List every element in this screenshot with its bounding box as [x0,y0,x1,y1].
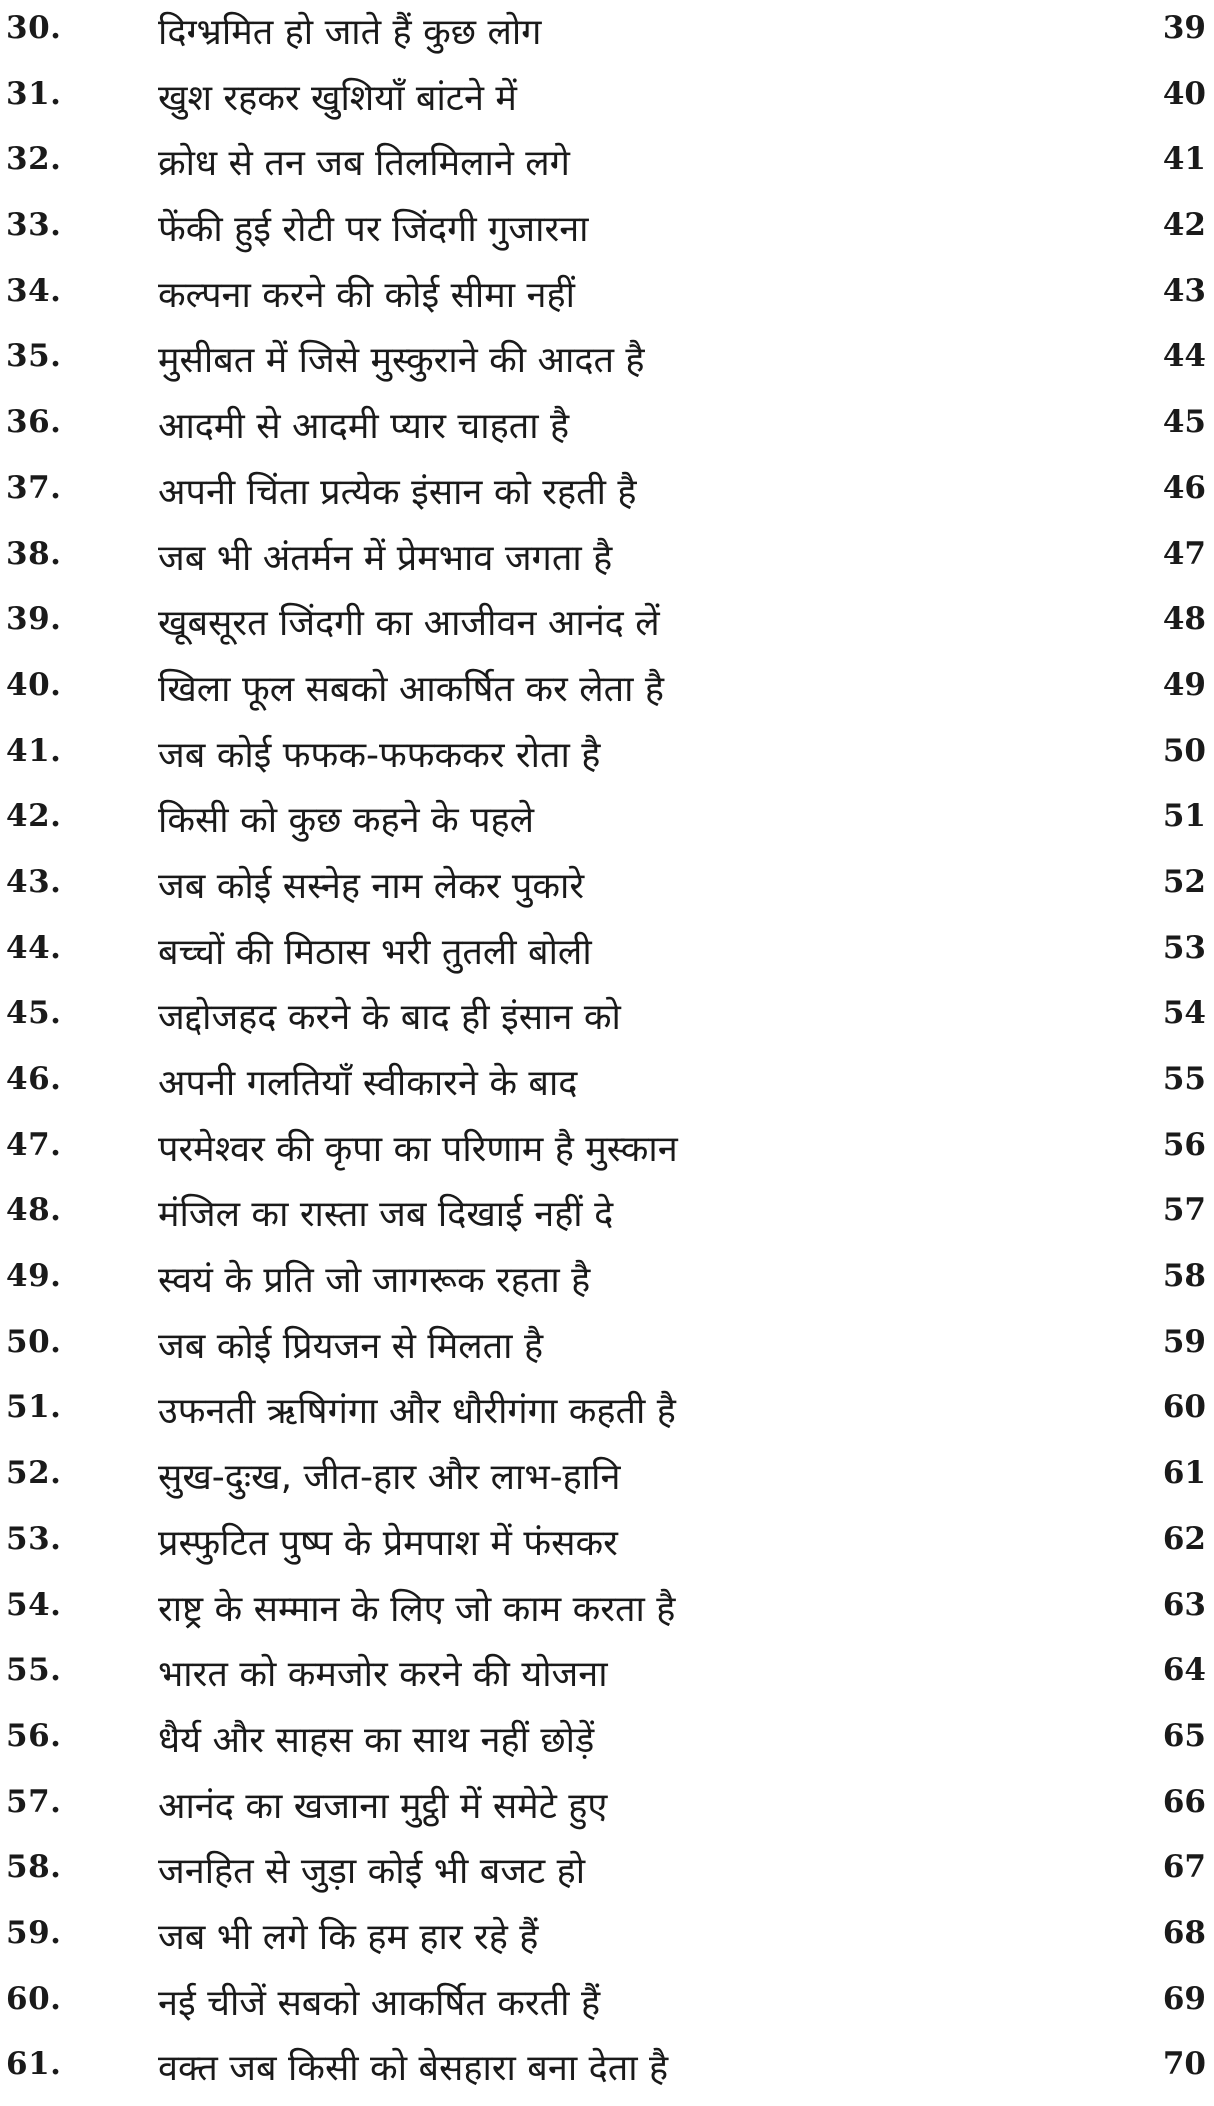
entry-page-number: 47 [1162,535,1206,572]
entry-number: 55. [6,1652,62,1689]
toc-entry [0,332,1214,398]
toc-entry [0,1909,1214,1975]
toc-entry [0,135,1214,201]
entry-page-number: 62 [1162,1520,1206,1557]
entry-number: 46. [6,1061,62,1097]
toc-entry [0,70,1214,136]
entry-number: 33. [6,207,62,244]
toc-entry [0,2040,1214,2106]
toc-entry [0,4,1214,70]
entry-number: 50. [6,1323,62,1360]
toc-entry [0,792,1214,858]
entry-title: मंजिल का रास्ता जब दिखाई नहीं दे [158,1194,614,1236]
toc-entry [0,1975,1214,2041]
entry-page-number: 43 [1162,272,1206,309]
entry-page-number: 61 [1162,1455,1206,1492]
entry-page-number: 56 [1162,1126,1206,1163]
entry-title: क्रोध से तन जब तिलमिलाने लगे [158,143,570,185]
entry-page-number: 70 [1162,2046,1206,2083]
entry-number: 51. [6,1389,62,1426]
toc-entry [0,1318,1214,1384]
toc-entry [0,464,1214,530]
entry-number: 57. [6,1783,62,1820]
entry-number: 53. [6,1520,62,1557]
entry-title: खूबसूरत जिंदगी का आजीवन आनंद लें [158,603,660,645]
entry-number: 42. [6,798,62,835]
entry-title: जब कोई सस्नेह नाम लेकर पुकारे [158,865,585,907]
entry-title: अपनी गलतियाँ स्वीकारने के बाद [158,1063,578,1104]
entry-title: मुसीबत में जिसे मुस्कुराने की आदत है [158,340,645,382]
entry-title: दिग्भ्रमित हो जाते हैं कुछ लोग [158,12,542,53]
entry-page-number: 68 [1162,1914,1206,1951]
entry-title: जब भी लगे कि हम हार रहे हैं [158,1916,539,1958]
entry-number: 54. [6,1586,62,1623]
entry-title: खुश रहकर खुशियाँ बांटने में [158,77,517,119]
entry-number: 37. [6,469,62,506]
entry-number: 52. [6,1455,62,1492]
entry-number: 31. [6,75,62,112]
entry-title: आनंद का खजाना मुट्ठी में समेटे हुए [158,1785,608,1827]
entry-title: किसी को कुछ कहने के पहले [158,800,535,842]
entry-title: फेंकी हुई रोटी पर जिंदगी गुजारना [158,209,589,251]
toc-entry [0,530,1214,596]
toc-entry [0,858,1214,924]
toc-entry [0,1581,1214,1647]
toc-entry [0,1186,1214,1252]
entry-number: 36. [6,404,62,441]
entry-number: 59. [6,1914,62,1951]
entry-page-number: 63 [1162,1586,1206,1623]
entry-page-number: 60 [1162,1389,1206,1426]
entry-page-number: 39 [1162,10,1206,46]
entry-page-number: 55 [1162,1061,1206,1097]
entry-number: 30. [6,10,62,46]
entry-number: 39. [6,601,62,638]
entry-page-number: 41 [1162,141,1206,178]
entry-title: अपनी चिंता प्रत्येक इंसान को रहती है [158,471,637,513]
entry-page-number: 49 [1162,666,1206,703]
entry-title: खिला फूल सबको आकर्षित कर लेता है [158,668,665,710]
entry-title: कल्पना करने की कोई सीमा नहीं [158,274,575,316]
entry-number: 34. [6,272,62,309]
entry-title: जब कोई फफक-फफककर रोता है [158,734,601,776]
toc-entry [0,1843,1214,1909]
toc-entry [0,267,1214,333]
entry-page-number: 57 [1162,1192,1206,1229]
entry-number: 32. [6,141,62,178]
entry-page-number: 69 [1162,1980,1206,2017]
entry-page-number: 50 [1162,732,1206,769]
toc-entry [0,1252,1214,1318]
entry-title: उफनती ऋषिगंगा और धौरीगंगा कहती है [158,1391,676,1433]
entry-page-number: 54 [1162,995,1206,1032]
entry-title: जद्दोजहद करने के बाद ही इंसान को [158,997,621,1039]
toc-entry [0,398,1214,464]
entry-page-number: 67 [1162,1849,1206,1886]
toc-entry [0,1778,1214,1844]
entry-page-number: 66 [1162,1783,1206,1820]
toc-entry [0,924,1214,990]
entry-number: 61. [6,2046,62,2083]
entry-number: 56. [6,1717,62,1754]
entry-title: जब भी अंतर्मन में प्रेमभाव जगता है [158,537,613,579]
entry-number: 45. [6,995,62,1032]
entry-title: आदमी से आदमी प्यार चाहता है [158,406,570,448]
entry-page-number: 53 [1162,929,1206,966]
entry-page-number: 52 [1162,863,1206,900]
toc-entry [0,727,1214,793]
entry-page-number: 40 [1162,75,1206,112]
toc-entry [0,989,1214,1055]
toc-entry [0,1383,1214,1449]
entry-title: राष्ट्र के सम्मान के लिए जो काम करता है [158,1588,676,1630]
entry-page-number: 45 [1162,404,1206,441]
entry-page-number: 64 [1162,1652,1206,1689]
toc-entry [0,1121,1214,1187]
entry-number: 58. [6,1849,62,1886]
toc-entry [0,1449,1214,1515]
toc-entry [0,661,1214,727]
entry-page-number: 65 [1162,1717,1206,1754]
entry-page-number: 42 [1162,207,1206,244]
entry-number: 38. [6,535,62,572]
entry-page-number: 58 [1162,1258,1206,1295]
entry-page-number: 59 [1162,1323,1206,1360]
entry-number: 35. [6,338,62,375]
toc-entry [0,595,1214,661]
toc-entry [0,1712,1214,1778]
entry-number: 40. [6,666,62,703]
entry-page-number: 51 [1162,798,1206,835]
entry-title: जनहित से जुड़ा कोई भी बजट हो [158,1851,586,1893]
entry-number: 60. [6,1980,62,2017]
entry-number: 41. [6,732,62,769]
entry-title: बच्चों की मिठास भरी तुतली बोली [158,931,592,973]
entry-title: प्रस्फुटित पुष्प के प्रेमपाश में फंसकर [158,1522,618,1564]
entry-number: 47. [6,1126,62,1163]
entry-title: भारत को कमजोर करने की योजना [158,1654,608,1696]
entry-number: 43. [6,863,62,900]
entry-page-number: 44 [1162,338,1206,375]
entry-number: 49. [6,1258,62,1295]
entry-page-number: 46 [1162,469,1206,506]
entry-title: नई चीजें सबको आकर्षित करती हैं [158,1982,601,2024]
toc-entry [0,201,1214,267]
toc-entry [0,1515,1214,1581]
entry-title: स्वयं के प्रति जो जागरूक रहता है [158,1260,591,1302]
toc-entry [0,1646,1214,1712]
entry-title: सुख-दुःख, जीत-हार और लाभ-हानि [158,1457,621,1499]
entry-page-number: 48 [1162,601,1206,638]
entry-title: परमेश्वर की कृपा का परिणाम है मुस्कान [158,1128,678,1170]
entry-title: धैर्य और साहस का साथ नहीं छोड़ें [158,1719,595,1761]
entry-title: वक्त जब किसी को बेसहारा बना देता है [158,2048,669,2090]
entry-number: 44. [6,929,62,966]
toc-entry [0,1055,1214,1121]
entry-title: जब कोई प्रियजन से मिलता है [158,1325,544,1367]
entry-number: 48. [6,1192,62,1229]
